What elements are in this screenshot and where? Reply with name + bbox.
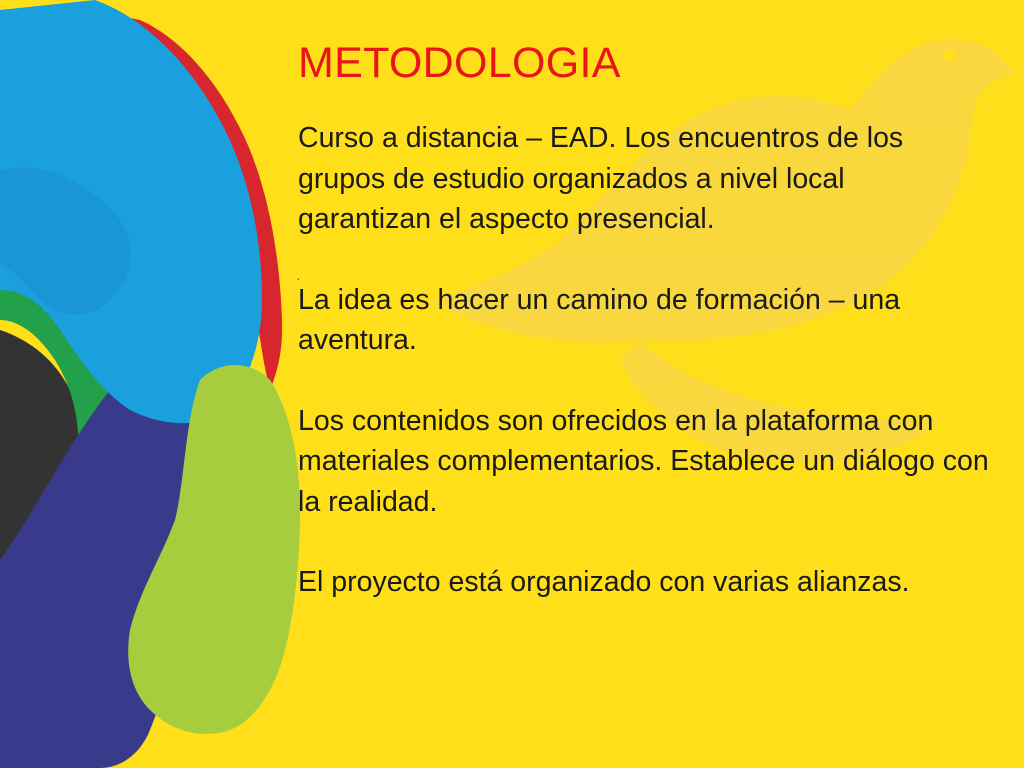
slide: · METODOLOGIA Curso a distancia – EAD. Los encuentros de los grupos de estudio organizados a nivel local garantizan el aspecto presencial. La idea es hacer un camino de formación – una aventura. Los contenidos son ofrecidos en la plataforma con materiales complementarios. Establece un diálogo con la realidad. El proyecto está organizado con varias alianzas. [0,0,1024,768]
paragraph-contents: Los contenidos son ofrecidos en la plataforma con materiales complementarios. Establece un diálogo con la realidad. [298,404,989,518]
slide-title: METODOLOGIA [298,39,621,87]
slide-content [298,38,1008,603]
paragraph-project: El proyecto está organizado con varias alianzas. [298,566,910,598]
paragraph-course: Curso a distancia – EAD. Los encuentros de los grupos de estudio organizados a nivel local garantizan el aspecto presencial. [298,122,904,235]
paragraph-idea: La idea es hacer un camino de formación – una aventura. [298,283,901,356]
